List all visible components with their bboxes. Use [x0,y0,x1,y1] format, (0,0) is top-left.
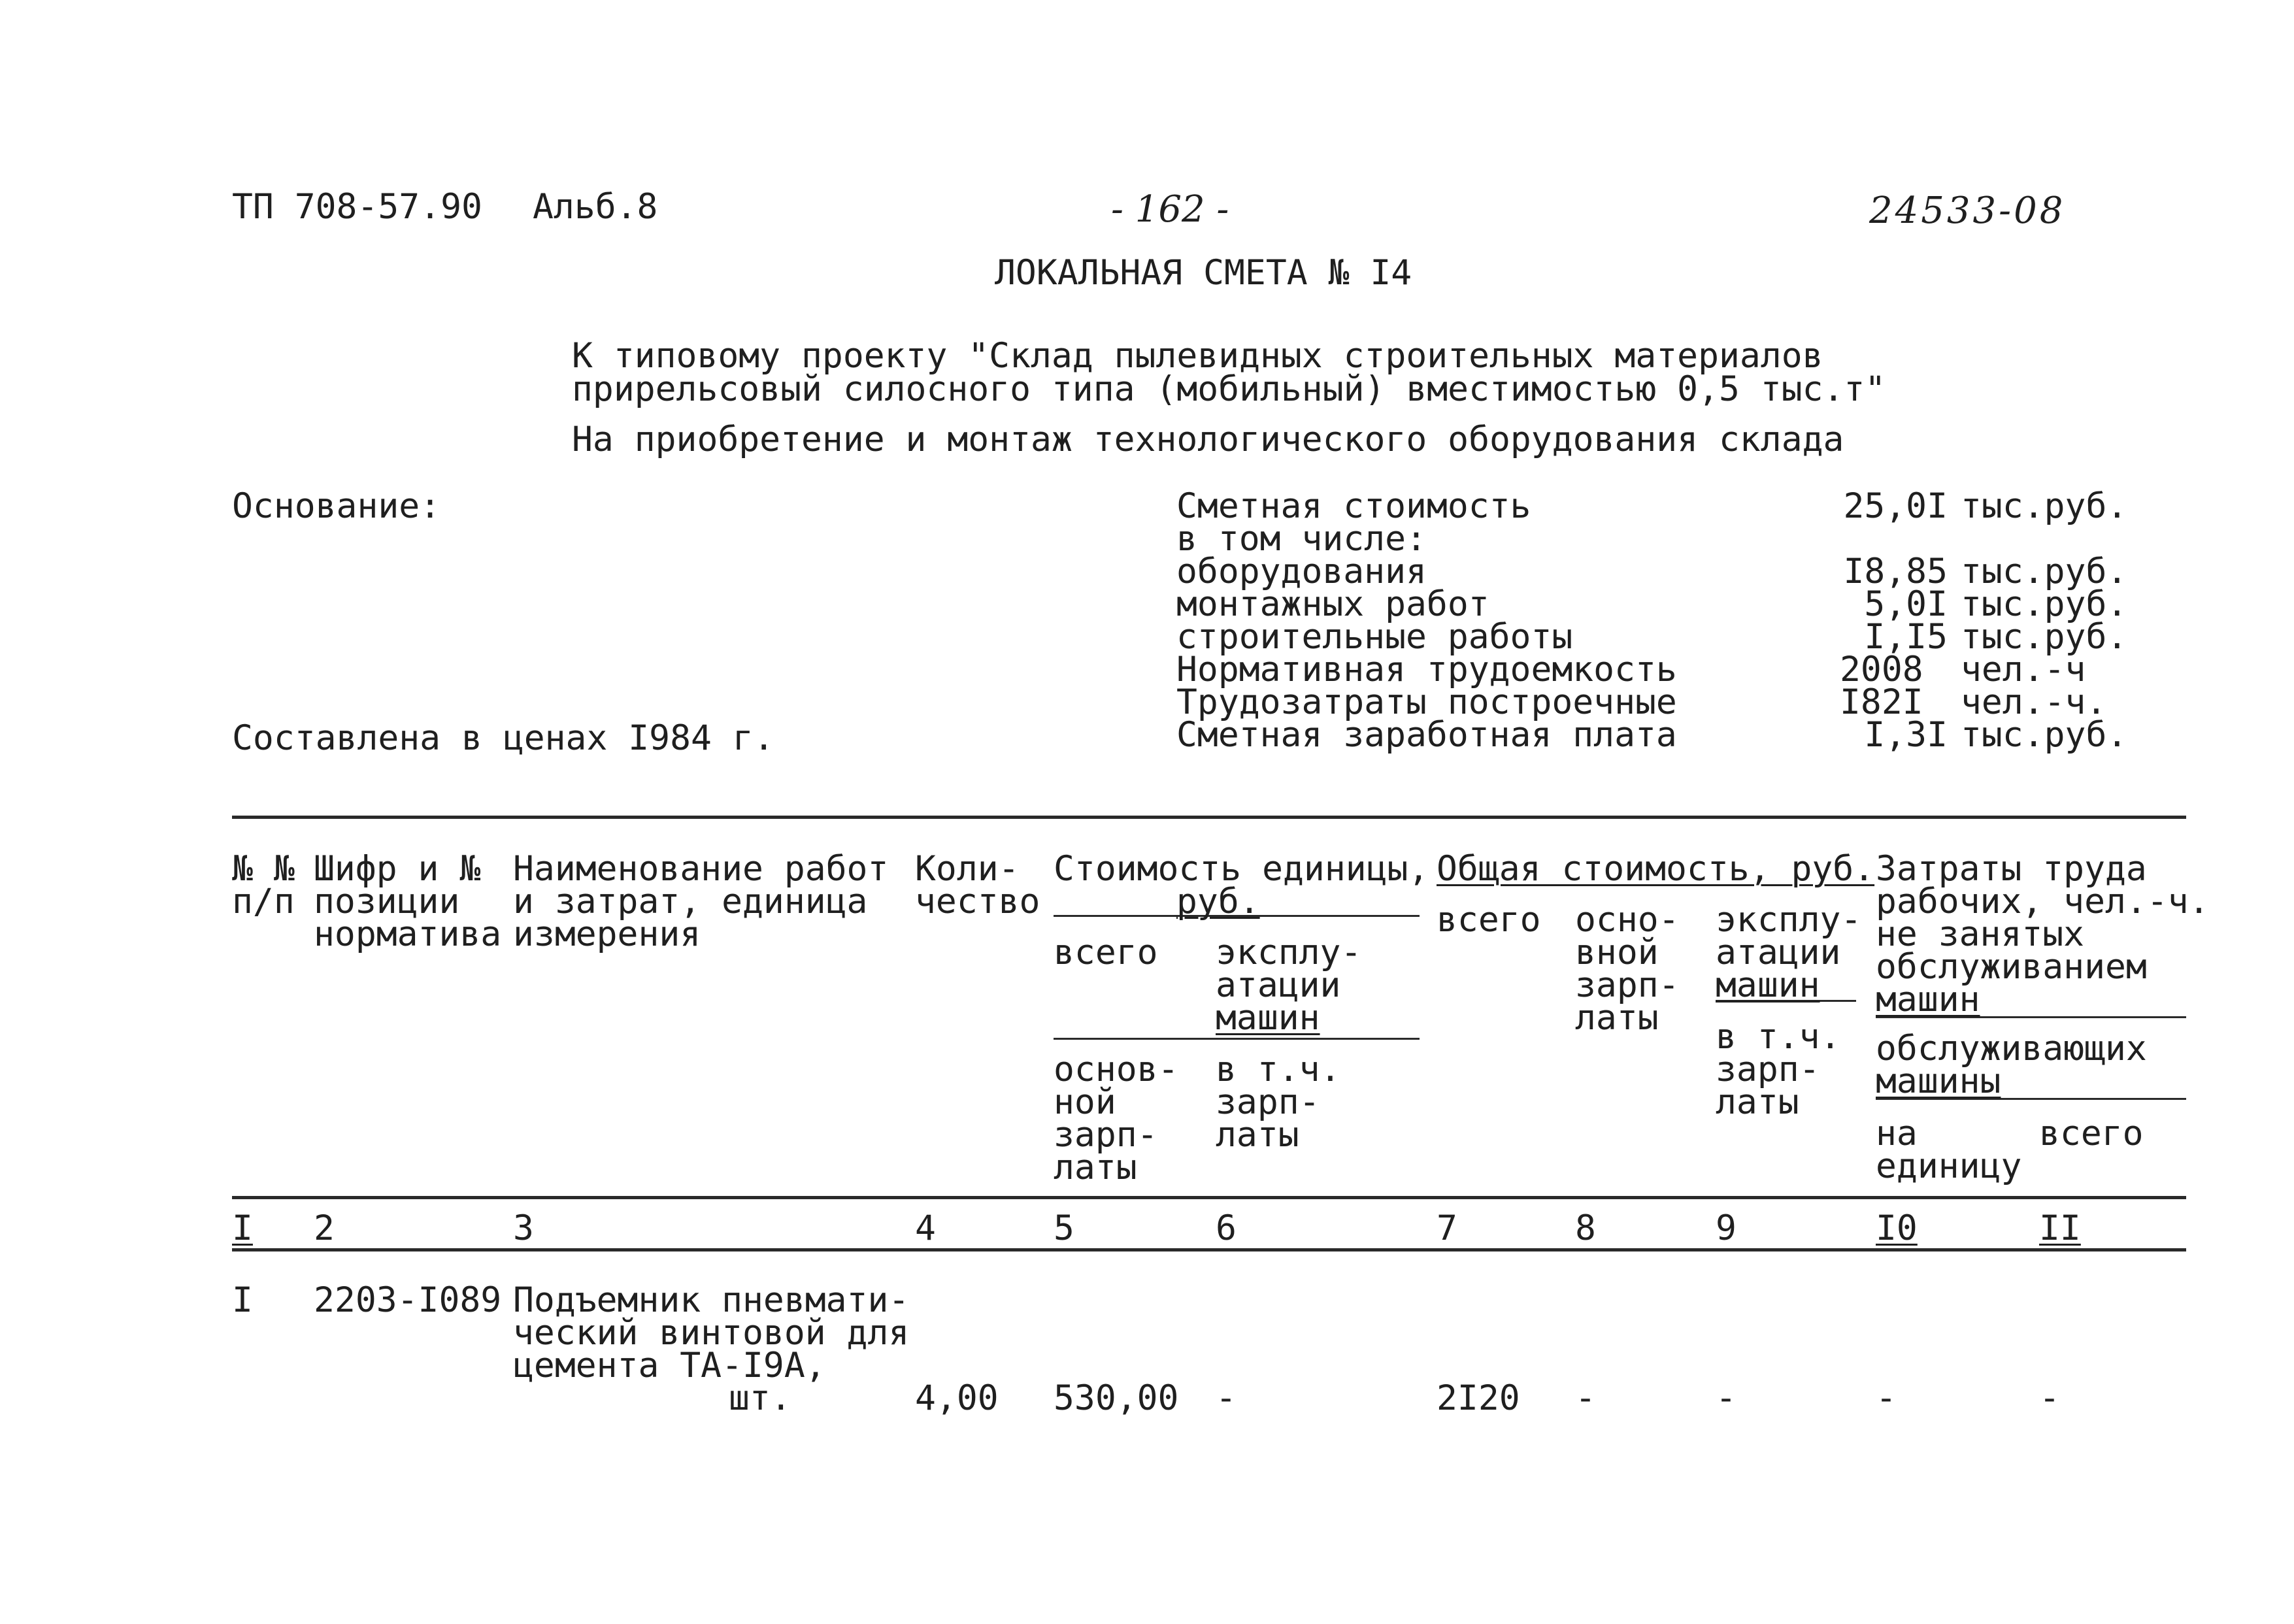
summary-value: I,I5 [1864,617,1948,657]
col-header-total-cost: Общая стоимость, руб. [1437,849,1875,889]
col-header-code: Шифр и № позиции норматива [314,849,502,954]
prices-note: Составлена в ценах I984 г. [232,718,774,758]
column-number: 5 [1054,1208,1074,1248]
column-numbers-rule [232,1248,2186,1251]
column-number: I [232,1208,253,1248]
table-row-number: I [232,1280,253,1320]
summary-unit: тыс.руб. [1961,486,2128,526]
col-header-unit-cost-rub: руб. [1176,882,1260,921]
col-header-unit-incl-wage: в т.ч. зарп- латы [1216,1050,1341,1155]
summary-unit: тыс.руб. [1961,552,2128,591]
table-row-total: 2I20 [1437,1378,1520,1418]
basis-label: Основание: [232,486,441,526]
col-header-name: Наименование работ и затрат, единица измерения [513,849,889,954]
summary-label: в том числе: [1176,519,1427,559]
table-row-name: Подъемник пневмати- ческий винтовой для цемента ТА-I9А, [513,1280,910,1385]
summary-value: 5,0I [1864,584,1948,624]
col-header-unit-exploit: эксплу- атации [1216,933,1362,1005]
table-row-total-exploit: - [1716,1378,1737,1418]
col-header-unit-total: всего [1054,933,1158,972]
summary-label: Сметная заработная плата [1176,715,1677,755]
project-line-1: К типовому проекту "Склад пылевидных строительных материалов [572,336,1823,376]
column-number: 9 [1716,1208,1737,1248]
page-number: - 162 - [1111,188,1229,231]
table-row-quantity: 4,00 [915,1378,999,1418]
table-row-labor-total: - [2039,1378,2060,1418]
project-line-2: прирельсовый силосного типа (мобильный) вместимостью 0,5 тыс.т" [572,369,1886,409]
summary-unit: тыс.руб. [1961,584,2128,624]
col-header-labor-serving: обслуживающих [1876,1029,2147,1069]
table-row-unit: шт. [729,1378,791,1418]
column-number: 4 [915,1208,936,1248]
table-top-rule [232,816,2186,819]
col-header-total-exploit: эксплу- атации [1716,900,1862,972]
col-header-labor-per-unit: на единицу [1876,1114,2022,1186]
col-header-labor: Затраты труда рабочих, чел.-ч. не занятых обслуживанием [1876,849,2210,987]
col-header-total-machines: машин [1716,965,1820,1005]
col-header-unit-base-wage: основ- ной зарп- латы [1054,1050,1179,1187]
table-row-unit-exploit: - [1216,1378,1237,1418]
col-header-quantity: Коли- чество [915,849,1040,921]
column-number: 6 [1216,1208,1237,1248]
project-code: ТП 708-57.90 [232,187,482,227]
summary-label: Сметная стоимость [1176,486,1531,526]
col-header-labor-total: всего [2039,1114,2144,1153]
header-bottom-rule [232,1196,2186,1199]
summary-unit: тыс.руб. [1961,715,2128,755]
summary-label: Трудозатраты построечные [1176,682,1677,722]
column-number: 3 [513,1208,534,1248]
summary-unit: чел.-ч. [1961,682,2107,722]
col-header-total: всего [1437,900,1541,940]
col-header-num: № № п/п [232,849,295,921]
column-number: 8 [1575,1208,1596,1248]
col-header-total-base-wage: осно- вной зарп- латы [1575,900,1680,1038]
document-title: ЛОКАЛЬНАЯ СМЕТА № I4 [995,253,1412,293]
summary-value: I,3I [1864,715,1948,755]
unit-cost-sub-rule [1054,1038,1420,1040]
column-number: II [2039,1208,2081,1248]
summary-unit: чел.-ч [1961,650,2086,689]
summary-label: монтажных работ [1176,584,1489,624]
col-header-total-incl-wage: в т.ч. зарп- латы [1716,1017,1841,1122]
summary-label: оборудования [1176,552,1427,591]
summary-value: I82I [1840,682,1923,722]
column-number: I0 [1876,1208,1918,1248]
summary-unit: тыс.руб. [1961,617,2128,657]
summary-label: Нормативная трудоемкость [1176,650,1677,689]
project-line-3: На приобретение и монтаж технологического оборудования склада [572,420,1844,459]
album-number: Альб.8 [533,187,658,227]
table-row-unit-total: 530,00 [1054,1378,1179,1418]
col-header-labor-serving-machines: машины [1876,1061,2001,1101]
column-number: 7 [1437,1208,1457,1248]
summary-value: 2008 [1840,650,1923,689]
summary-value: I8,85 [1843,552,1948,591]
summary-label: строительные работы [1176,617,1573,657]
column-number: 2 [314,1208,335,1248]
col-header-unit-machines: машин [1216,998,1320,1038]
table-row-code: 2203-I089 [314,1280,502,1320]
col-header-unit-cost: Стоимость единицы, [1054,849,1429,889]
col-header-labor-machines: машин [1876,980,1980,1019]
inventory-number: 24533-08 [1869,190,2066,232]
table-row-total-base-wage: - [1575,1378,1596,1418]
summary-value: 25,0I [1843,486,1948,526]
table-row-labor-unit: - [1876,1378,1897,1418]
